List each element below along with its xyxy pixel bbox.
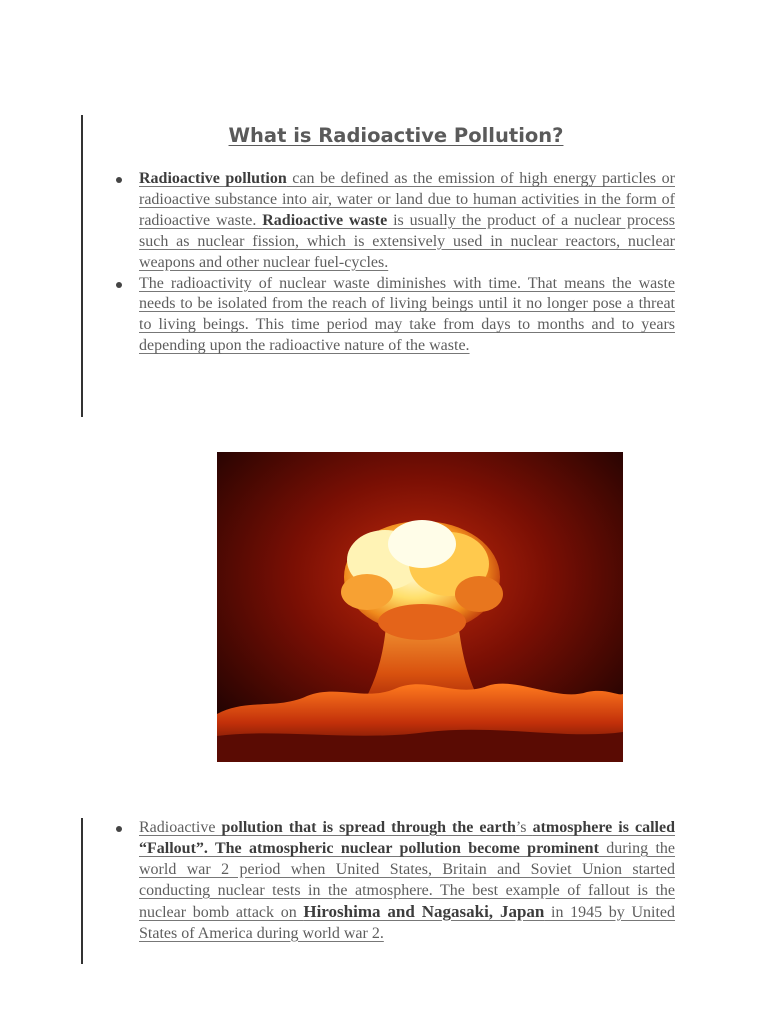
definition-paragraph bbox=[139, 169, 675, 274]
fallout-text-start: Radioactive bbox=[139, 819, 222, 836]
fallout-paragraph bbox=[139, 818, 675, 944]
term-fallout: “Fallout” bbox=[139, 839, 204, 857]
fallout-list bbox=[0, 818, 768, 944]
page-title: What is Radioactive Pollution? bbox=[228, 124, 564, 147]
list-item bbox=[0, 818, 768, 944]
fallout-bold-1: pollution that is spread through the earth bbox=[221, 819, 516, 836]
fallout-text-end: in 1945 by United States of America during world war 2. bbox=[139, 903, 676, 942]
fallout-bold-2: atmosphere is called bbox=[532, 819, 676, 836]
list-item bbox=[0, 169, 768, 274]
fallout-history-text: during the world war 2 period when United States, Britain and Soviet Union started conducting nuclear tests in the atmosphere. The best example of fallout is the nuclear bomb attack on bbox=[139, 839, 676, 921]
term-radioactive-waste: Radioactive waste bbox=[262, 211, 388, 229]
definition-list bbox=[0, 169, 768, 357]
waste-decay-paragraph: The radioactivity of nuclear waste diminishes with time. That means the waste needs to be isolated from the reach of living beings until it no longer pose a threat to living beings. This time period may take from days to months and to years depending upon the radioactive nature of the waste. bbox=[139, 274, 675, 355]
bullet-icon bbox=[116, 826, 122, 832]
term-hiroshima-nagasaki: Hiroshima and Nagasaki, Japan bbox=[303, 901, 545, 921]
bullet-icon bbox=[116, 282, 122, 288]
fallout-apostrophe: ’s bbox=[515, 819, 533, 836]
waste-text: is usually the product of a nuclear process such as nuclear fission, which is extensively used in nuclear reactors, nuclear weapons and other nuclear fuel-cycles. bbox=[139, 211, 676, 271]
nuclear-explosion-image bbox=[217, 452, 623, 762]
definition-text: can be defined as the emission of high energy particles or radioactive substance into air, water or land due to human activities in the form of radioactive waste. bbox=[139, 170, 675, 229]
term-radioactive-pollution: Radioactive pollution bbox=[139, 170, 287, 187]
fallout-bold-3: . The atmospheric nuclear pollution become prominent bbox=[203, 839, 599, 857]
list-item bbox=[0, 274, 768, 358]
bullet-icon bbox=[116, 177, 122, 183]
